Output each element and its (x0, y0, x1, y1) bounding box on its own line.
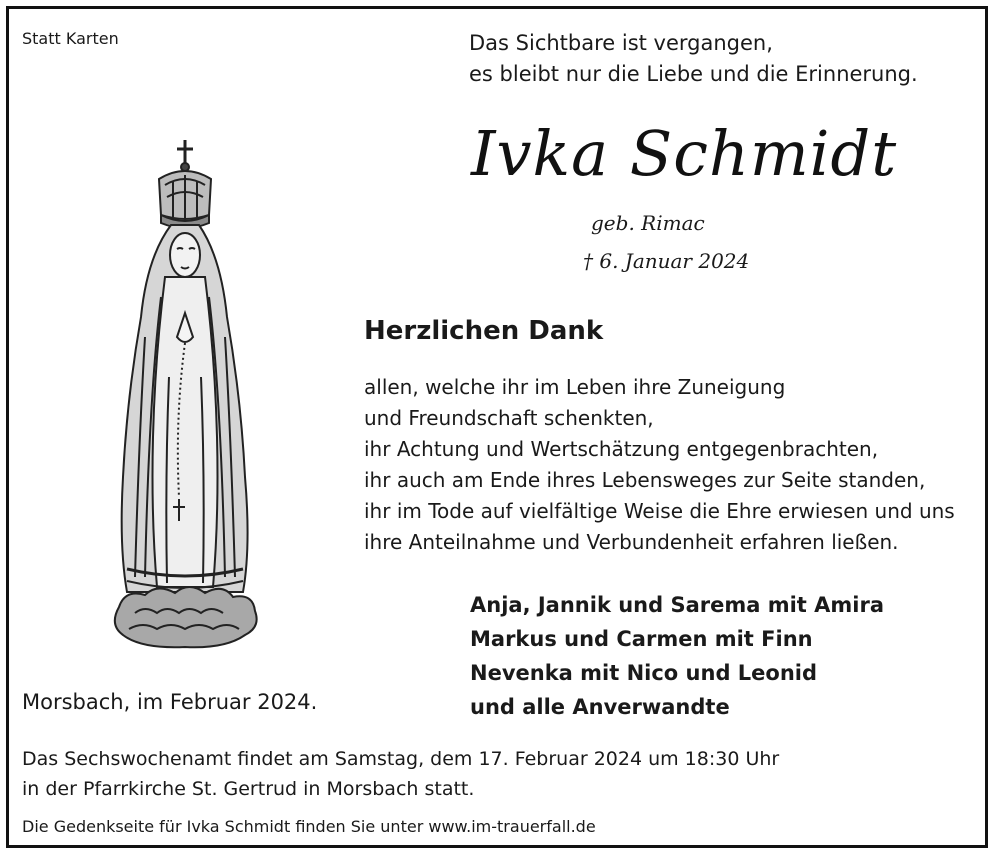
service-notice-line: Das Sechswochenamt findet am Samstag, dem 17. Februar 2024 um 18:30 Uhr (22, 748, 780, 770)
motto-line: Das Sichtbare ist vergangen, (469, 31, 773, 55)
thanks-line: ihre Anteilnahme und Verbundenheit erfahren ließen. (364, 530, 899, 554)
memorial-page-note: Die Gedenkseite für Ivka Schmidt finden Sie unter www.im-trauerfall.de (22, 817, 596, 836)
signer-line: und alle Anverwandte (470, 695, 730, 719)
deceased-name: Ivka Schmidt (471, 117, 898, 190)
death-date: † 6. Januar 2024 (583, 249, 750, 273)
signers (470, 588, 884, 724)
thanks-heading: Herzlichen Dank (364, 316, 604, 346)
motto-line: es bleibt nur die Liebe und die Erinnerung. (469, 62, 918, 86)
signer-line: Markus und Carmen mit Finn (470, 627, 813, 651)
thanks-line: allen, welche ihr im Leben ihre Zuneigung (364, 375, 786, 399)
signer-line: Nevenka mit Nico und Leonid (470, 661, 818, 685)
signer-line: Anja, Jannik und Sarema mit Amira (470, 593, 885, 617)
madonna-statue-icon (105, 137, 265, 657)
motto (469, 28, 918, 90)
thanks-line: und Freundschaft schenkten, (364, 406, 654, 430)
thanks-line: ihr im Tode auf vielfältige Weise die Ehre erwiesen und uns (364, 499, 955, 523)
thanks-text (364, 372, 955, 558)
service-notice (22, 744, 779, 804)
obituary-card (6, 6, 988, 848)
thanks-line: ihr auch am Ende ihres Lebensweges zur Seite standen, (364, 468, 926, 492)
service-notice-line: in der Pfarrkirche St. Gertrud in Morsbach statt. (22, 778, 475, 800)
thanks-line: ihr Achtung und Wertschätzung entgegenbrachten, (364, 437, 879, 461)
statt-karten-label: Statt Karten (22, 29, 119, 48)
place-date: Morsbach, im Februar 2024. (22, 690, 318, 714)
maiden-name: geb. Rimac (591, 211, 705, 235)
